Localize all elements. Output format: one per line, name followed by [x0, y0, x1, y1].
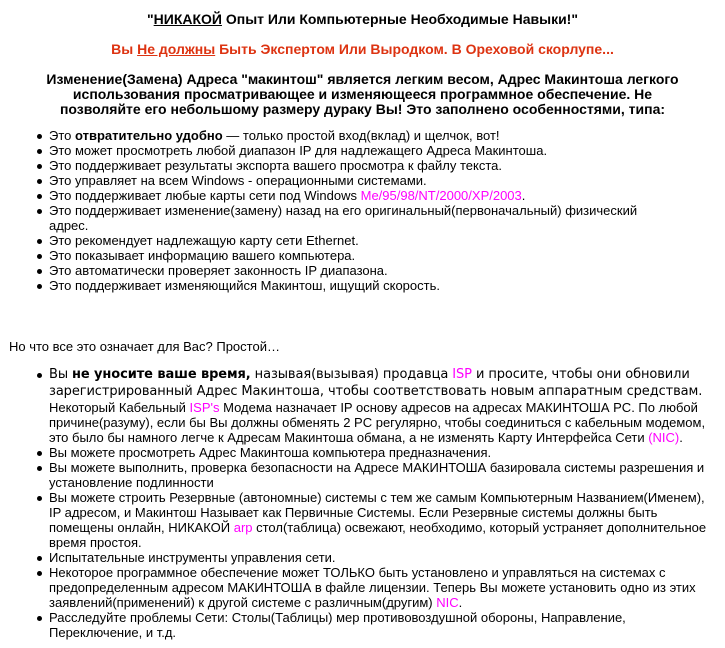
item-wide-text — [49, 367, 702, 399]
item-text: . — [458, 595, 463, 610]
item-text: Некоторое программное обеспечение может ТОЛЬКО быть установлено и управляться на системах с предопределенным адресом МАКИНТОША в файле лицензии. Теперь Вы можете установить одно из этих заявлений(применений) к другой системе с различным(другим) — [49, 565, 696, 610]
list-item: Испытательные инструменты управления сети. — [49, 550, 714, 565]
isps-link[interactable]: ISP's — [189, 400, 220, 415]
item-text: Некоторый Кабельный — [49, 400, 190, 415]
list-item — [49, 128, 709, 143]
list-item: Это управляет на всем Windows - операционными системами. — [49, 173, 709, 188]
item-text: Это поддерживает любые карты сети под Windows — [49, 188, 361, 203]
subtitle-text: Быть Экспертом Или Выродком. В Ореховой скорлупе... — [215, 41, 614, 57]
item-text: Это — [49, 128, 75, 143]
list-item: Это поддерживает результаты экспорта вашего просмотра к файлу текста. — [49, 158, 709, 173]
nic-link[interactable]: (NIC) — [648, 430, 680, 445]
item-text: и просите, чтобы они обновили зарегистрированный Адрес Макинтоша, чтобы соответствовать новым аппаратным средствам. — [49, 367, 703, 399]
subtitle-emphasis: Не должны — [137, 41, 216, 57]
list-item: Это рекомендует надлежащую карту сети Ethernet. — [49, 233, 709, 248]
list-item — [49, 565, 714, 610]
list-item: Это автоматически проверяет законность IP диапазона. — [49, 263, 709, 278]
title-text: Опыт Или Компьютерные Необходимые Навыки!" — [221, 11, 578, 27]
item-text: стол(таблица) освежают, необходимо, который устраняет дополнительное время простоя. — [49, 520, 707, 550]
question-paragraph: Но что все это означает для Вас? Простой… — [9, 339, 280, 354]
list-item: Вы можете просмотреть Адрес Макинтоша компьютера предназначения. — [49, 445, 714, 460]
item-text: — только простой вход(вклад) и щелчок, вот! — [222, 128, 500, 143]
list-item: Вы можете выполнить, проверка безопасности на Адресе МАКИНТОША базировала системы разрешения и установление подлинности — [49, 460, 714, 490]
item-text: . — [679, 430, 683, 445]
features-list — [49, 128, 709, 293]
intro-paragraph: Изменение(Замена) Адреса "макинтош" является легким весом, Адрес Макинтоша легкого использования просматривающее и изменяющееся программное обеспечение. Не позволяйте его небольшому размеру дураку Вы! Это заполнено особенностями, типа: — [46, 71, 679, 117]
list-item: Это поддерживает изменяющийся Макинтош, ищущий скорость. — [49, 278, 709, 293]
item-text: Модема назначает IP основу адресов на адресах МАКИНТОША PC. По любой причине(разуму), если бы Вы должны обменять 2 PC регулярно, чтобы соединиться с кабельным модемом, это было бы намного легче к Адресам Макинтоша обмана, а не изменять Карту Интерфейса Сети — [49, 400, 706, 445]
list-item — [49, 188, 709, 203]
subtitle-pre: Вы — [111, 41, 138, 57]
list-item — [49, 490, 714, 550]
page-subtitle — [0, 41, 725, 57]
item-text: Вы — [49, 367, 73, 382]
list-item: Это поддерживает изменение(замену) назад на его оригинальный(первоначальный) физический адрес. — [49, 203, 679, 233]
benefits-list — [49, 366, 714, 640]
title-emphasis: НИКАКОЙ — [153, 11, 222, 27]
nic-link[interactable]: NIC — [436, 595, 459, 610]
item-text: Вы можете строить Резервные (автономные) системы с тем же самым Компьютерным Названием(Именем), IP адресом, и Макинтош Называет как Первичные Системы. Если Резервные системы должны быть помещены онлайн, НИКАКОЙ — [49, 490, 705, 535]
list-item: Это может просмотреть любой диапазон IP для надлежащего Адреса Макинтоша. — [49, 143, 709, 158]
title-quote: " — [147, 11, 154, 27]
item-bold: отвратительно удобно — [75, 128, 223, 143]
item-text: называя(вызывая) продавца — [250, 367, 453, 382]
arp-link[interactable]: arp — [233, 520, 253, 535]
windows-versions-link[interactable]: Me/95/98/NT/2000/XP/2003 — [360, 188, 522, 203]
item-bold: не уносите ваше время, — [72, 367, 251, 382]
item-text: . — [521, 188, 526, 203]
isp-link[interactable]: ISP — [452, 367, 472, 382]
list-item — [49, 366, 714, 445]
list-item: Расследуйте проблемы Сети: Столы(Таблицы) мер противовоздушной обороны, Направление, Переключение, и т.д. — [49, 610, 714, 640]
list-item: Это показывает информацию вашего компьютера. — [49, 248, 709, 263]
page-title — [0, 11, 725, 27]
